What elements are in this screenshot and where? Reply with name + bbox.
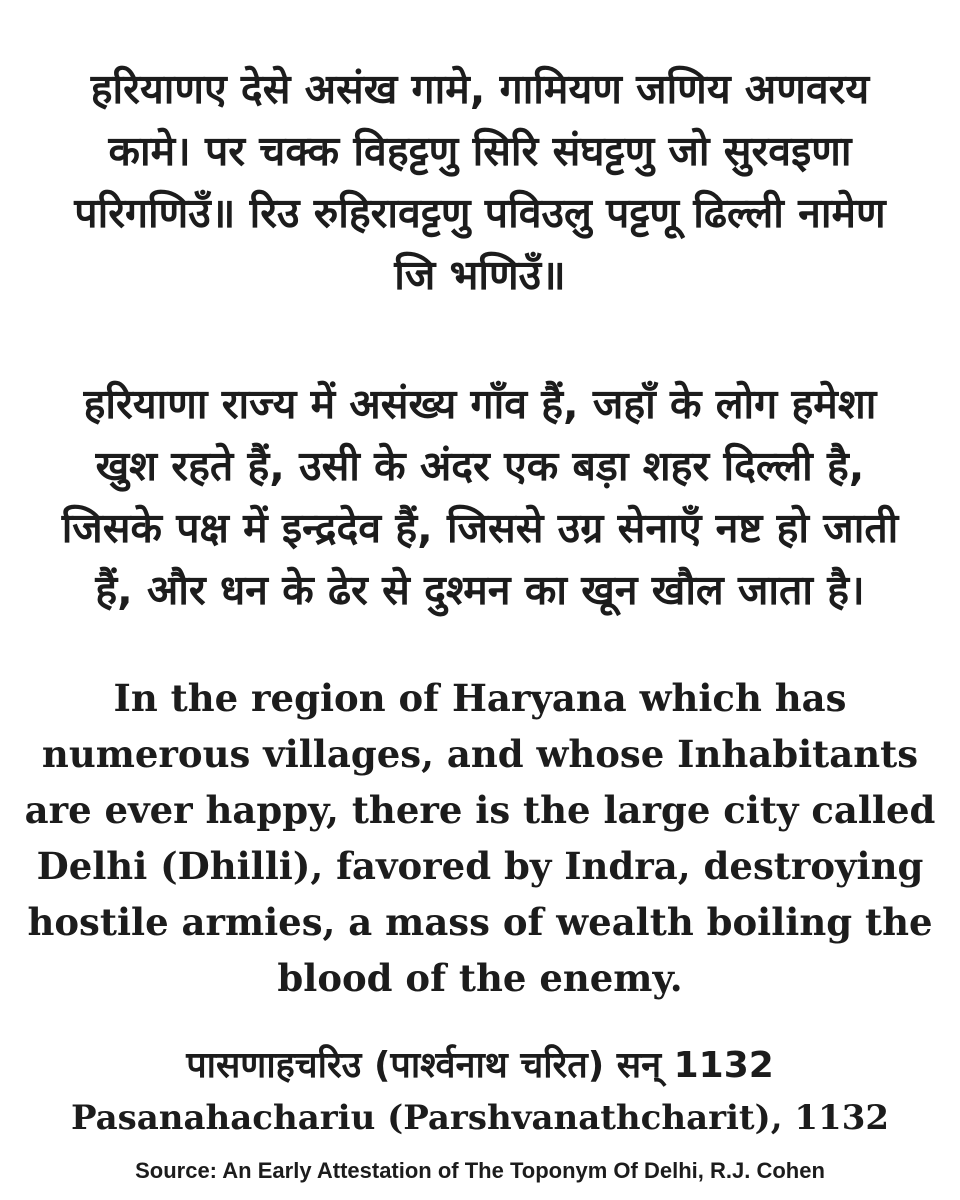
source-text: Source: An Early Attestation of The Toponym Of Delhi, R.J. Cohen xyxy=(135,1158,825,1183)
verse-english-line: numerous villages, and whose Inhabitants xyxy=(41,732,919,776)
citation-english: Pasanahachariu (Parshvanathcharit), 1132 xyxy=(70,1098,890,1138)
verse-hindi-line: खुश रहते हैं, उसी के अंदर एक बड़ा शहर दिल्ली है, xyxy=(95,442,865,490)
verse-english-line: In the region of Haryana which has xyxy=(113,676,847,720)
verse-original-line: हरियाणए देसे असंख गामे, गामियण जणिय अणवरय xyxy=(90,65,870,113)
source-note xyxy=(20,1156,940,1186)
citation-hindi: पासणाहचरिउ (पार्श्वनाथ चरित) सन् 1132 xyxy=(186,1045,774,1086)
verse-english-translation xyxy=(20,670,940,1006)
verse-hindi-line: जिसके पक्ष में इन्द्रदेव हैं, जिससे उग्र सेनाएँ नष्ट हो जाती xyxy=(61,504,899,552)
verse-english-line: Delhi (Dhilli), favored by Indra, destroying xyxy=(36,844,924,888)
verse-original-line: जि भणिउँ॥ xyxy=(394,251,566,299)
verse-original-apabhramsha xyxy=(10,58,950,306)
verse-hindi-line: हरियाणा राज्य में असंख्य गाँव हैं, जहाँ के लोग हमेशा xyxy=(83,380,877,428)
citation xyxy=(20,1040,940,1144)
verse-original-line: परिगणिउँ॥ रिउ रुहिरावट्टणु पविउलु पट्टणू ढिल्ली नामेण xyxy=(74,189,886,237)
verse-hindi-line: हैं, और धन के ढेर से दुश्मन का खून खौल जाता है। xyxy=(95,566,865,614)
verse-english-line: blood of the enemy. xyxy=(277,956,683,1000)
verse-english-line: are ever happy, there is the large city called xyxy=(24,788,936,832)
verse-hindi-translation xyxy=(6,373,954,621)
verse-original-line: कामे। पर चक्क विहट्टणु सिरि संघट्टणु जो सुरवइणा xyxy=(108,127,852,175)
verse-english-line: hostile armies, a mass of wealth boiling the xyxy=(27,900,933,944)
